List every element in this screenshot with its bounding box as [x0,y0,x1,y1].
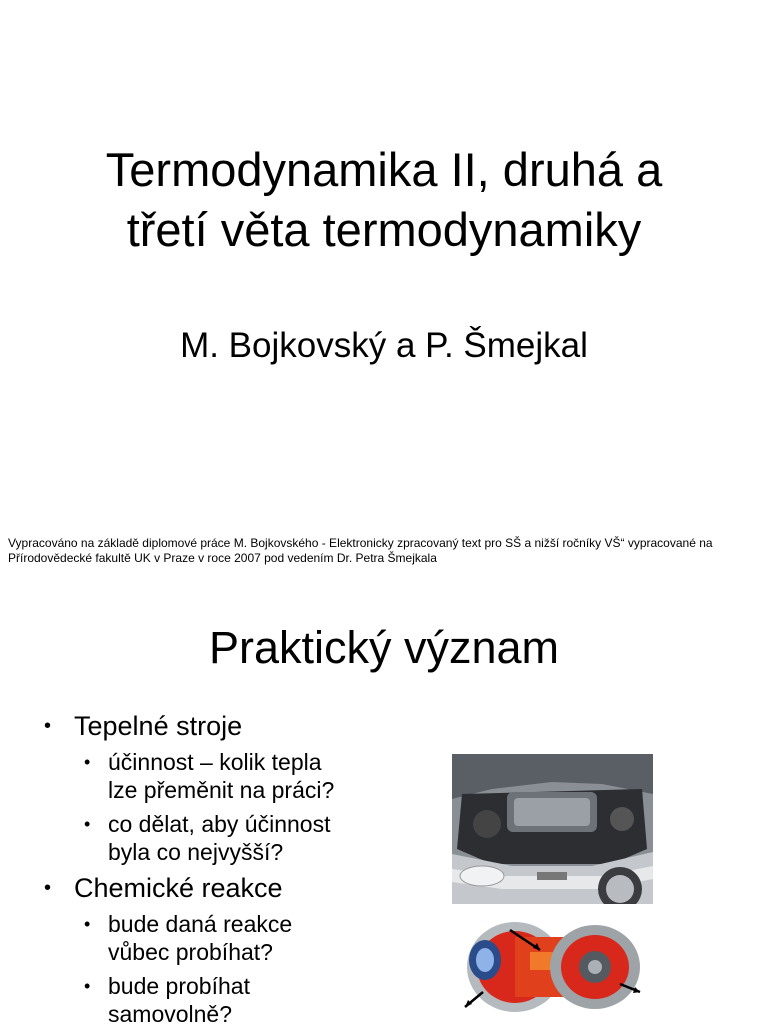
sub-bullet-text: účinnost – kolik tepla [108,749,322,775]
sub-bullet-text: lze přeměnit na práci? [108,777,335,803]
sub-bullet-text: bude probíhat [108,973,250,999]
footnote [8,536,768,566]
sub-bullet-text: samovolně? [108,1001,233,1027]
bullet-text: Chemické reakce [74,873,283,903]
footnote-line-1: Vypracováno na základě diplomové práce M. Bojkovského - Elektronicky zpracovaný text pro SŠ a nižší ročníky VŠ“ vypracované na [8,536,713,550]
car-engine-image [452,754,653,904]
sub-bullet-item [84,810,424,866]
turbocharger-image [455,912,650,1024]
slide-title [0,140,768,260]
bullet-icon: • [44,715,52,737]
title-line-1: Termodynamika II, druhá a [105,143,663,196]
sub-bullet-text: byla co nejvyšší? [108,839,284,865]
bullet-icon: • [84,976,91,996]
slide-title: Praktický význam [208,622,560,673]
footnote-line-2: Přírodovědecké fakultě UK v Praze v roce 2007 pod vedením Dr. Petra Šmejkala [8,551,437,565]
sub-bullet-item [84,748,424,804]
title-line-2: třetí věta termodynamiky [126,203,642,256]
sub-bullet-text: co dělat, aby účinnost [108,811,331,837]
bullet-icon: • [84,814,91,834]
bullet-item [44,710,424,742]
bullet-icon: • [84,752,91,772]
content-slide [0,590,768,1027]
bullet-list [44,710,424,1034]
sub-bullet-item [84,910,424,966]
bullet-item [44,872,424,904]
sub-bullet-text: vůbec probíhat? [108,939,273,965]
bullet-icon: • [84,914,91,934]
bullet-text: Tepelné stroje [74,711,243,741]
authors: M. Bojkovský a P. Šmejkal [180,326,588,365]
sub-bullet-text: bude daná reakce [108,911,293,937]
sub-bullet-item [84,972,424,1028]
bullet-icon: • [44,877,52,899]
